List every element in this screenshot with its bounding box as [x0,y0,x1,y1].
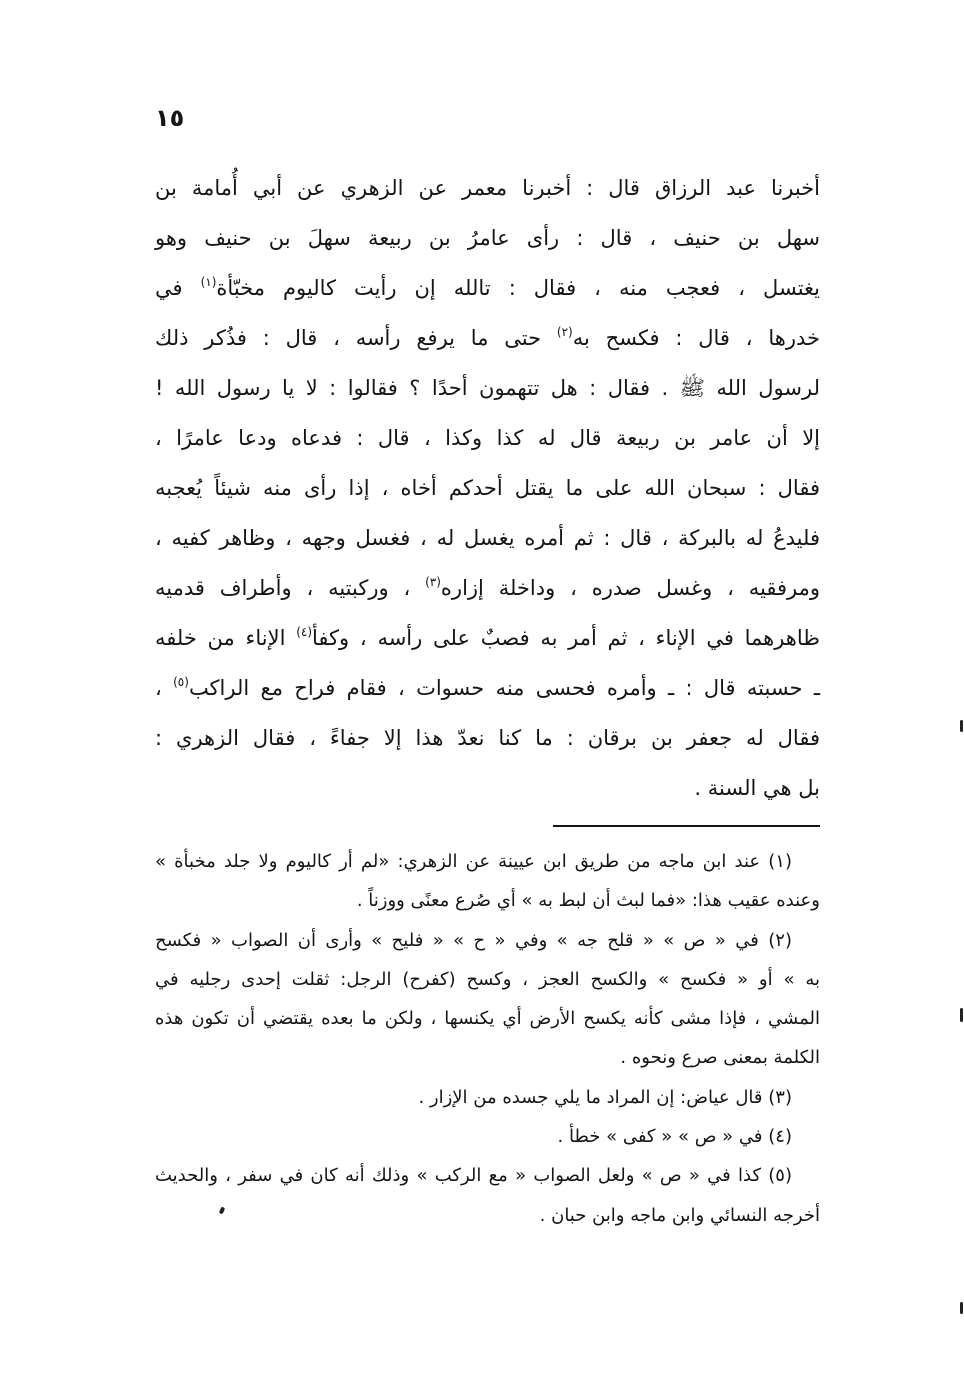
footnote-marker: (٥) [768,1165,792,1187]
footnote-text: عند ابن ماجه من طريق ابن عيينة عن الزهري: «لم أر كاليوم ولا جلد مخبأة » [155,851,761,872]
footnote-line [155,842,820,881]
footnote-marker: (٤) [768,1126,792,1148]
scan-speck [960,1302,963,1314]
footnote-marker: (٢) [768,929,792,951]
footnote-line: به » أو « فكسح » والكسح العجز ، وكسح (كفرح) الرجل: ثقلت إحدى رجليه في [155,968,820,990]
text-segment: ومرفقيه ، وغسل صدره ، وداخلة إزاره [440,576,820,600]
footnote-line [155,921,820,960]
text-segment: حتى ما يرفع رأسه ، قال : فذُكر ذلك [155,326,557,350]
page-number: ١٥ [155,104,185,132]
text-line [155,663,820,713]
text-line [155,263,820,313]
footnote-line: أخرجه النسائي وابن ماجه وابن حبان . [539,1204,820,1226]
footnote-line [155,1117,820,1156]
text-line: بل هي السنة . [694,776,820,800]
scan-speck [960,1008,963,1022]
text-line: سهل بن حنيف ، قال : رأى عامرُ بن ربيعة سهلَ بن حنيف وهو [155,226,820,250]
text-line: لرسول الله ﷺ . فقال : هل تتهمون أحدًا ؟ فقالوا : لا يا رسول الله ! [155,376,820,400]
footnote-ref: (٣) [425,575,441,589]
text-line: أخبرنا عبد الرزاق قال : أخبرنا معمر عن الزهري عن أبي أُمامة بن [155,176,820,200]
text-segment: ، [155,676,174,700]
text-line: فليدعُ له بالبركة ، قال : ثم أمره يغسل له ، فغسل وجهه ، وظاهر كفيه ، [155,526,820,550]
text-segment: ظاهرهما في الإناء ، ثم أمر به فصبٌ على رأسه ، وكفأ [312,626,820,650]
footnote-line [155,1078,820,1117]
footnote-ref: (٢) [556,325,573,339]
main-text [155,163,820,813]
text-line [155,313,820,363]
text-segment: خدرها ، قال : فكسح به [572,326,820,350]
text-line: فقال له جعفر بن برقان : ما كنا نعدّ هذا إلا جفاءً ، فقال الزهري : [155,726,820,750]
footnote-text: في « ص » « قلح جه » وفي « ح » « فليح » وأرى أن الصواب « فكسح [155,929,759,951]
footnote-line [155,1156,820,1195]
text-segment: ـ حسبته قال : ـ وأمره فحسى منه حسوات ، فقام فراح مع الراكب [188,676,821,700]
footnote-line: الكلمة بمعنى صرع ونحوه . [620,1047,820,1069]
text-segment: يغتسل ، فعجب منه ، فقال : تالله إن رأيت كاليوم مخبّأة [216,276,821,300]
footnote-line: وعنده عقيب هذا: «فما لبث أن لبط به » أي صُرع معنًى ووزناً . [356,890,820,912]
text-line [155,563,820,613]
footnote-ref: (٤) [296,625,313,639]
footnote-ref: (٥) [173,675,189,689]
footnotes [155,842,820,1235]
text-line [155,613,820,663]
footnote-text: كذا في « ص » ولعل الصواب « مع الركب » وذلك أنه كان في سفر ، والحديث [155,1165,762,1187]
footnote-ref: (١) [200,275,217,289]
text-line: فقال : سبحان الله على ما يقتل أحدكم أخاه ، إذا رأى منه شيئاً يُعجبه [155,476,820,500]
footnote-line: المشي ، فإذا مشى كأنه يكسح الأرض أي يكنسها ، ولكن ما بعده يقتضي أن تكون هذه [155,1008,820,1030]
footnote-separator [553,825,820,827]
scan-speck [960,720,963,732]
footnote-marker: (١) [768,851,792,872]
text-segment: في [155,276,201,300]
footnote-text: في « ص » « كفى » خطأ . [557,1126,763,1148]
text-line: إلا أن عامر بن ربيعة قال له كذا وكذا ، قال : فدعاه ودعا عامرًا ، [155,426,820,450]
text-segment: ، وركبتيه ، وأطراف قدميه [155,576,426,600]
footnote-marker: (٣) [768,1086,792,1108]
text-segment: الإناء من خلفه [155,626,297,650]
footnote-text: قال عياض: إن المراد ما يلي جسده من الإزار . [418,1086,763,1108]
